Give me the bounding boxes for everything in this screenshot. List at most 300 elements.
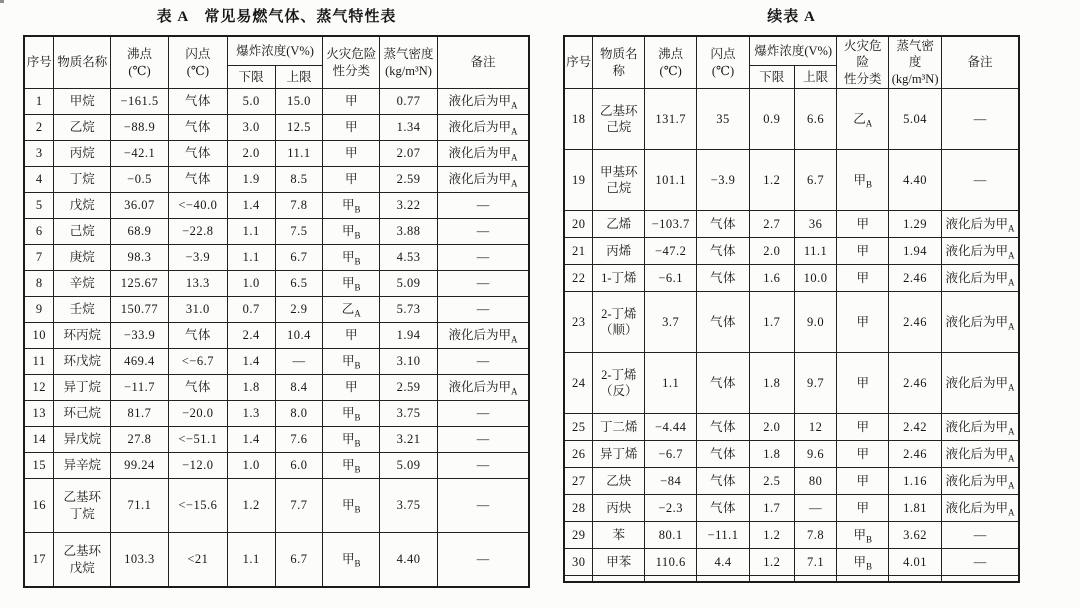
cell-bp-22: −6.1	[645, 265, 697, 292]
cell-name-16: 乙基环 丁烷	[54, 479, 111, 533]
cell-lower-8: 1.0	[227, 271, 275, 297]
cell-lower-13: 1.3	[227, 401, 275, 427]
cell-hazard-3: 甲	[323, 141, 380, 167]
cell-lower-20: 2.7	[749, 211, 794, 238]
cell-upper-4: 8.5	[275, 167, 323, 193]
cell-name-28: 丙炔	[593, 495, 645, 522]
cell-remark-14: —	[438, 427, 530, 453]
cell-fp-28: 气体	[697, 495, 750, 522]
cell-density-8: 5.09	[380, 271, 438, 297]
cell-seq-14: 14	[24, 427, 54, 453]
cell-fp-9: 31.0	[168, 297, 227, 323]
header-lower-limit: 下限	[227, 66, 275, 89]
cell-seq-27: 27	[564, 468, 593, 495]
header-name: 物质名称	[593, 36, 645, 89]
cell-fp-15: −12.0	[168, 453, 227, 479]
table-a	[23, 35, 530, 588]
cell-remark-20: 液化后为甲$_A$	[942, 211, 1019, 238]
cell-cutoff	[697, 576, 750, 583]
cell-lower-22: 1.6	[749, 265, 794, 292]
cell-seq-10: 10	[24, 323, 54, 349]
cell-cutoff	[837, 576, 889, 583]
cell-cutoff	[942, 576, 1019, 583]
cell-name-10: 环丙烷	[54, 323, 111, 349]
cell-lower-30: 1.2	[749, 549, 794, 576]
cell-seq-12: 12	[24, 375, 54, 401]
cell-name-30: 甲苯	[593, 549, 645, 576]
table-row	[24, 271, 529, 297]
cell-remark-6: —	[438, 219, 530, 245]
cell-hazard-7: 甲$_B$	[323, 245, 380, 271]
cell-cutoff	[593, 576, 645, 583]
cell-seq-8: 8	[24, 271, 54, 297]
header-vapor-density: 蒸气密度 (kg/m³N)	[380, 36, 438, 89]
cell-density-25: 2.42	[889, 414, 942, 441]
table-row	[564, 238, 1019, 265]
cell-hazard-24: 甲	[837, 353, 889, 414]
cell-fp-23: 气体	[697, 292, 750, 353]
cell-density-27: 1.16	[889, 468, 942, 495]
table-a-continued	[563, 35, 1020, 583]
cell-bp-10: −33.9	[111, 323, 169, 349]
header-upper-limit: 上限	[275, 66, 323, 89]
cell-fp-13: −20.0	[168, 401, 227, 427]
cutoff-row	[564, 576, 1019, 583]
cell-hazard-26: 甲	[837, 441, 889, 468]
cell-fp-1: 气体	[168, 89, 227, 115]
cell-bp-24: 1.1	[645, 353, 697, 414]
cell-remark-25: 液化后为甲$_A$	[942, 414, 1019, 441]
cell-remark-4: 液化后为甲$_A$	[438, 167, 530, 193]
cell-name-20: 乙烯	[593, 211, 645, 238]
header-boiling-point: 沸点 (℃)	[111, 36, 169, 89]
cell-upper-1: 15.0	[275, 89, 323, 115]
cell-lower-26: 1.8	[749, 441, 794, 468]
cell-seq-4: 4	[24, 167, 54, 193]
table-row	[564, 292, 1019, 353]
cell-lower-14: 1.4	[227, 427, 275, 453]
cell-bp-16: 71.1	[111, 479, 169, 533]
header-explosion-range: 爆炸浓度(V%)	[749, 36, 837, 66]
table-row	[24, 89, 529, 115]
cell-bp-6: 68.9	[111, 219, 169, 245]
cell-density-12: 2.59	[380, 375, 438, 401]
cell-remark-3: 液化后为甲$_A$	[438, 141, 530, 167]
cell-seq-15: 15	[24, 453, 54, 479]
cell-remark-30: —	[942, 549, 1019, 576]
cell-remark-19: —	[942, 150, 1019, 211]
cell-bp-1: −161.5	[111, 89, 169, 115]
cell-cutoff	[794, 576, 837, 583]
cell-bp-21: −47.2	[645, 238, 697, 265]
table-row	[24, 245, 529, 271]
cell-upper-12: 8.4	[275, 375, 323, 401]
cell-name-11: 环戊烷	[54, 349, 111, 375]
cell-lower-3: 2.0	[227, 141, 275, 167]
cell-fp-5: <−40.0	[168, 193, 227, 219]
cell-seq-26: 26	[564, 441, 593, 468]
cell-name-23: 2-丁烯 （顺）	[593, 292, 645, 353]
cell-seq-20: 20	[564, 211, 593, 238]
cell-seq-2: 2	[24, 115, 54, 141]
cell-fp-24: 气体	[697, 353, 750, 414]
cell-name-26: 异丁烯	[593, 441, 645, 468]
cell-bp-14: 27.8	[111, 427, 169, 453]
cell-lower-23: 1.7	[749, 292, 794, 353]
cell-lower-1: 5.0	[227, 89, 275, 115]
table-row	[564, 414, 1019, 441]
cell-fp-3: 气体	[168, 141, 227, 167]
cell-lower-6: 1.1	[227, 219, 275, 245]
cell-bp-8: 125.67	[111, 271, 169, 297]
cell-density-4: 2.59	[380, 167, 438, 193]
cell-upper-26: 9.6	[794, 441, 837, 468]
cell-name-17: 乙基环 戊烷	[54, 533, 111, 588]
table-row	[24, 533, 529, 588]
header-fire-hazard-class: 火灾危险 性分类	[323, 36, 380, 89]
cell-lower-5: 1.4	[227, 193, 275, 219]
cell-bp-9: 150.77	[111, 297, 169, 323]
cell-seq-6: 6	[24, 219, 54, 245]
cell-density-9: 5.73	[380, 297, 438, 323]
table-row	[564, 265, 1019, 292]
table-row	[564, 549, 1019, 576]
cell-lower-10: 2.4	[227, 323, 275, 349]
cell-lower-16: 1.2	[227, 479, 275, 533]
cell-name-14: 异戊烷	[54, 427, 111, 453]
table-row	[564, 522, 1019, 549]
cell-upper-21: 11.1	[794, 238, 837, 265]
cell-hazard-22: 甲	[837, 265, 889, 292]
cell-hazard-6: 甲$_B$	[323, 219, 380, 245]
cell-lower-2: 3.0	[227, 115, 275, 141]
cell-lower-17: 1.1	[227, 533, 275, 588]
cell-hazard-8: 甲$_B$	[323, 271, 380, 297]
cell-fp-10: 气体	[168, 323, 227, 349]
cell-upper-17: 6.7	[275, 533, 323, 588]
cell-upper-16: 7.7	[275, 479, 323, 533]
cell-remark-17: —	[438, 533, 530, 588]
cell-bp-2: −88.9	[111, 115, 169, 141]
cell-fp-12: 气体	[168, 375, 227, 401]
cell-lower-21: 2.0	[749, 238, 794, 265]
cell-density-17: 4.40	[380, 533, 438, 588]
cell-hazard-16: 甲$_B$	[323, 479, 380, 533]
cell-hazard-21: 甲	[837, 238, 889, 265]
cell-remark-5: —	[438, 193, 530, 219]
cell-fp-30: 4.4	[697, 549, 750, 576]
cell-name-1: 甲烷	[54, 89, 111, 115]
cell-bp-18: 131.7	[645, 89, 697, 150]
table-row	[24, 167, 529, 193]
cell-remark-15: —	[438, 453, 530, 479]
cell-seq-30: 30	[564, 549, 593, 576]
cell-bp-15: 99.24	[111, 453, 169, 479]
header-seq: 序号	[24, 36, 54, 89]
cell-seq-28: 28	[564, 495, 593, 522]
header-explosion-range: 爆炸浓度(V%)	[227, 36, 323, 66]
cell-hazard-4: 甲	[323, 167, 380, 193]
header-remark: 备注	[438, 36, 530, 89]
cell-remark-11: —	[438, 349, 530, 375]
cell-density-26: 2.46	[889, 441, 942, 468]
table-row	[24, 193, 529, 219]
cell-remark-2: 液化后为甲$_A$	[438, 115, 530, 141]
cell-density-6: 3.88	[380, 219, 438, 245]
cell-fp-22: 气体	[697, 265, 750, 292]
cell-remark-26: 液化后为甲$_A$	[942, 441, 1019, 468]
cell-name-12: 异丁烷	[54, 375, 111, 401]
cell-name-9: 壬烷	[54, 297, 111, 323]
table-row	[24, 401, 529, 427]
cell-fp-8: 13.3	[168, 271, 227, 297]
cell-remark-22: 液化后为甲$_A$	[942, 265, 1019, 292]
cell-upper-6: 7.5	[275, 219, 323, 245]
cell-lower-29: 1.2	[749, 522, 794, 549]
cell-name-27: 乙炔	[593, 468, 645, 495]
cell-seq-7: 7	[24, 245, 54, 271]
cell-fp-2: 气体	[168, 115, 227, 141]
cell-seq-22: 22	[564, 265, 593, 292]
cell-fp-14: <−51.1	[168, 427, 227, 453]
cell-hazard-15: 甲$_B$	[323, 453, 380, 479]
cell-hazard-27: 甲	[837, 468, 889, 495]
table-row	[24, 453, 529, 479]
cell-remark-24: 液化后为甲$_A$	[942, 353, 1019, 414]
cell-density-28: 1.81	[889, 495, 942, 522]
cell-seq-29: 29	[564, 522, 593, 549]
cell-lower-11: 1.4	[227, 349, 275, 375]
cell-cutoff	[645, 576, 697, 583]
cell-hazard-1: 甲	[323, 89, 380, 115]
header-flash-point: 闪点 (℃)	[697, 36, 750, 89]
cell-name-4: 丁烷	[54, 167, 111, 193]
table-row	[564, 353, 1019, 414]
cell-remark-9: —	[438, 297, 530, 323]
cell-fp-25: 气体	[697, 414, 750, 441]
cell-hazard-30: 甲$_B$	[837, 549, 889, 576]
cell-hazard-28: 甲	[837, 495, 889, 522]
table-row	[24, 349, 529, 375]
cell-upper-10: 10.4	[275, 323, 323, 349]
header-boiling-point: 沸点 (℃)	[645, 36, 697, 89]
cell-density-21: 1.94	[889, 238, 942, 265]
cell-cutoff	[749, 576, 794, 583]
cell-remark-8: —	[438, 271, 530, 297]
table-a-title: 表 A 常见易燃气体、蒸气特性表	[156, 9, 397, 25]
cell-upper-7: 6.7	[275, 245, 323, 271]
cell-name-3: 丙烷	[54, 141, 111, 167]
cell-bp-30: 110.6	[645, 549, 697, 576]
cell-upper-9: 2.9	[275, 297, 323, 323]
cell-bp-5: 36.07	[111, 193, 169, 219]
cell-density-29: 3.62	[889, 522, 942, 549]
cell-hazard-17: 甲$_B$	[323, 533, 380, 588]
cell-density-30: 4.01	[889, 549, 942, 576]
cell-hazard-25: 甲	[837, 414, 889, 441]
cell-upper-18: 6.6	[794, 89, 837, 150]
cell-hazard-9: 乙$_A$	[323, 297, 380, 323]
cell-seq-5: 5	[24, 193, 54, 219]
table-a-continued-title: 续表 A	[767, 9, 816, 25]
cell-density-3: 2.07	[380, 141, 438, 167]
table-row	[24, 375, 529, 401]
cell-lower-25: 2.0	[749, 414, 794, 441]
cell-lower-28: 1.7	[749, 495, 794, 522]
cell-seq-21: 21	[564, 238, 593, 265]
cell-name-22: 1-丁烯	[593, 265, 645, 292]
cell-hazard-19: 甲$_B$	[837, 150, 889, 211]
cell-upper-19: 6.7	[794, 150, 837, 211]
cell-upper-13: 8.0	[275, 401, 323, 427]
cell-fp-17: <21	[168, 533, 227, 588]
table-row	[24, 115, 529, 141]
cell-upper-20: 36	[794, 211, 837, 238]
cell-name-13: 环己烷	[54, 401, 111, 427]
table-row	[24, 427, 529, 453]
cell-seq-13: 13	[24, 401, 54, 427]
cell-remark-16: —	[438, 479, 530, 533]
cell-bp-27: −84	[645, 468, 697, 495]
table-row	[24, 479, 529, 533]
cell-hazard-23: 甲	[837, 292, 889, 353]
cell-hazard-20: 甲	[837, 211, 889, 238]
cell-name-25: 丁二烯	[593, 414, 645, 441]
cell-fp-27: 气体	[697, 468, 750, 495]
cell-seq-16: 16	[24, 479, 54, 533]
cell-name-7: 庚烷	[54, 245, 111, 271]
cell-cutoff	[889, 576, 942, 583]
header-vapor-density: 蒸气密度 (kg/m³N)	[889, 36, 942, 89]
cell-fp-6: −22.8	[168, 219, 227, 245]
cell-upper-2: 12.5	[275, 115, 323, 141]
cell-upper-22: 10.0	[794, 265, 837, 292]
cell-lower-24: 1.8	[749, 353, 794, 414]
cell-bp-11: 469.4	[111, 349, 169, 375]
cell-remark-28: 液化后为甲$_A$	[942, 495, 1019, 522]
cell-hazard-2: 甲	[323, 115, 380, 141]
cell-bp-19: 101.1	[645, 150, 697, 211]
cell-fp-18: 35	[697, 89, 750, 150]
table-row	[564, 441, 1019, 468]
cell-remark-7: —	[438, 245, 530, 271]
cell-density-14: 3.21	[380, 427, 438, 453]
cell-upper-14: 7.6	[275, 427, 323, 453]
cell-bp-3: −42.1	[111, 141, 169, 167]
cell-upper-15: 6.0	[275, 453, 323, 479]
cell-hazard-11: 甲$_B$	[323, 349, 380, 375]
table-row	[564, 89, 1019, 150]
cell-seq-17: 17	[24, 533, 54, 588]
cell-upper-30: 7.1	[794, 549, 837, 576]
cell-upper-5: 7.8	[275, 193, 323, 219]
cell-density-2: 1.34	[380, 115, 438, 141]
cell-density-7: 4.53	[380, 245, 438, 271]
cell-density-23: 2.46	[889, 292, 942, 353]
cell-fp-11: <−6.7	[168, 349, 227, 375]
header-upper-limit: 上限	[794, 66, 837, 89]
cell-name-15: 异辛烷	[54, 453, 111, 479]
cell-remark-12: 液化后为甲$_A$	[438, 375, 530, 401]
cell-bp-29: 80.1	[645, 522, 697, 549]
header-fire-hazard-class: 火灾危险 性分类	[837, 36, 889, 89]
cell-fp-4: 气体	[168, 167, 227, 193]
cell-bp-20: −103.7	[645, 211, 697, 238]
header-lower-limit: 下限	[749, 66, 794, 89]
cell-name-21: 丙烯	[593, 238, 645, 265]
cell-upper-23: 9.0	[794, 292, 837, 353]
table-row	[24, 219, 529, 245]
cell-seq-1: 1	[24, 89, 54, 115]
cell-fp-21: 气体	[697, 238, 750, 265]
cell-lower-12: 1.8	[227, 375, 275, 401]
cell-density-1: 0.77	[380, 89, 438, 115]
table-row	[564, 150, 1019, 211]
cell-upper-3: 11.1	[275, 141, 323, 167]
cell-upper-29: 7.8	[794, 522, 837, 549]
cell-bp-25: −4.44	[645, 414, 697, 441]
cell-name-8: 辛烷	[54, 271, 111, 297]
cell-hazard-13: 甲$_B$	[323, 401, 380, 427]
header-remark: 备注	[942, 36, 1019, 89]
cell-bp-13: 81.7	[111, 401, 169, 427]
cell-fp-19: −3.9	[697, 150, 750, 211]
cell-remark-13: —	[438, 401, 530, 427]
cell-density-13: 3.75	[380, 401, 438, 427]
cell-lower-4: 1.9	[227, 167, 275, 193]
cell-seq-9: 9	[24, 297, 54, 323]
cell-name-2: 乙烷	[54, 115, 111, 141]
cell-name-24: 2-丁烯 （反）	[593, 353, 645, 414]
cell-cutoff	[564, 576, 593, 583]
cell-density-11: 3.10	[380, 349, 438, 375]
cell-lower-7: 1.1	[227, 245, 275, 271]
cell-lower-18: 0.9	[749, 89, 794, 150]
cell-remark-1: 液化后为甲$_A$	[438, 89, 530, 115]
cell-name-6: 己烷	[54, 219, 111, 245]
cell-seq-18: 18	[564, 89, 593, 150]
cell-density-10: 1.94	[380, 323, 438, 349]
cell-remark-10: 液化后为甲$_A$	[438, 323, 530, 349]
cell-name-18: 乙基环 己烷	[593, 89, 645, 150]
cell-fp-20: 气体	[697, 211, 750, 238]
cell-remark-23: 液化后为甲$_A$	[942, 292, 1019, 353]
cell-seq-19: 19	[564, 150, 593, 211]
cell-remark-18: —	[942, 89, 1019, 150]
cell-density-15: 5.09	[380, 453, 438, 479]
header-flash-point: 闪点 (℃)	[168, 36, 227, 89]
cell-seq-11: 11	[24, 349, 54, 375]
cell-upper-24: 9.7	[794, 353, 837, 414]
cell-bp-17: 103.3	[111, 533, 169, 588]
cell-hazard-18: 乙$_A$	[837, 89, 889, 150]
cell-upper-25: 12	[794, 414, 837, 441]
cell-hazard-5: 甲$_B$	[323, 193, 380, 219]
cell-density-18: 5.04	[889, 89, 942, 150]
cell-hazard-10: 甲	[323, 323, 380, 349]
cell-fp-7: −3.9	[168, 245, 227, 271]
cell-hazard-12: 甲	[323, 375, 380, 401]
cell-remark-27: 液化后为甲$_A$	[942, 468, 1019, 495]
cell-seq-3: 3	[24, 141, 54, 167]
cell-hazard-29: 甲$_B$	[837, 522, 889, 549]
cell-name-29: 苯	[593, 522, 645, 549]
cell-upper-28: —	[794, 495, 837, 522]
cell-density-20: 1.29	[889, 211, 942, 238]
cell-remark-21: 液化后为甲$_A$	[942, 238, 1019, 265]
header-name: 物质名称	[54, 36, 111, 89]
cell-upper-27: 80	[794, 468, 837, 495]
